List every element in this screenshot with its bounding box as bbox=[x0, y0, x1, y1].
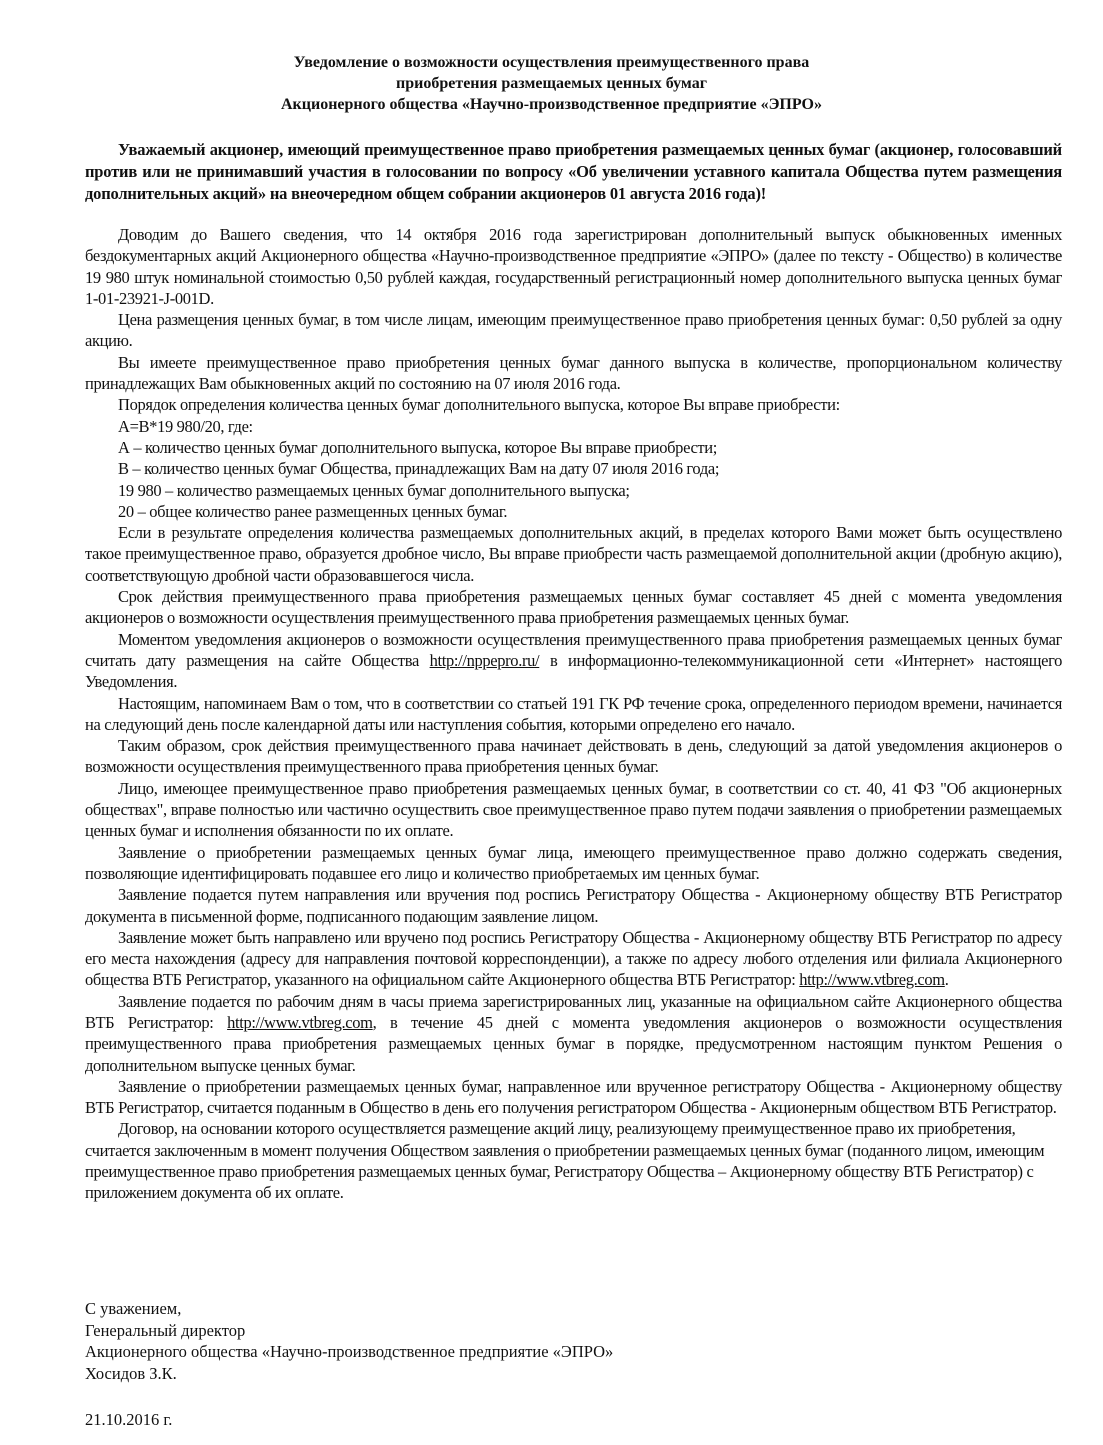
paragraph bbox=[85, 927, 1062, 991]
document-body bbox=[85, 224, 1062, 1204]
title-line: Уведомление о возможности осуществления преимущественного права bbox=[293, 54, 810, 71]
paragraph bbox=[85, 991, 1062, 1076]
document-title bbox=[0, 52, 1103, 115]
paragraph: Таким образом, срок действия преимущественного права начинает действовать в день, следующий за датой уведомления акционеров о возможности осуществления преимущественного права приобретения ценных бумаг. bbox=[85, 736, 1062, 777]
paragraph: Договор, на основании которого осуществляется размещение акций лицу, реализующему преимущественное право их приобретения, считается заключенным в момент получения Обществом заявления о приобретении размещаемых ценных бумаг (поданного лицом, имеющим преимущественное право приобретения размещаемых ценных бумаг, Регистратору Общества – Акционерному обществу ВТБ Регистратор) с приложением документа об их оплате. bbox=[85, 1119, 1045, 1203]
paragraph-text: . bbox=[944, 970, 949, 990]
title-line: Акционерного общества «Научно-производственное предприятие «ЭПРО» bbox=[281, 96, 822, 113]
paragraph: Порядок определения количества ценных бумаг дополнительного выпуска, которое Вы вправе приобрести: bbox=[118, 395, 840, 415]
signature-line: Генеральный директор bbox=[85, 1320, 246, 1340]
paragraph: Заявление о приобретении размещаемых ценных бумаг, направленное или врученное регистратору Общества - Акционерному обществу ВТБ Регистратор, считается поданным в Общество в день его получения регистратором Общества - Акционерным обществом ВТБ Регистратор. bbox=[85, 1076, 1062, 1118]
signature-line: С уважением, bbox=[85, 1299, 182, 1318]
title-line: приобретения размещаемых ценных бумаг bbox=[396, 75, 707, 92]
paragraph bbox=[85, 629, 1062, 693]
paragraph-text: Заявление может быть направлено или вручено под роспись Регистратору Общества - Акционерному обществу ВТБ Регистратор по адресу его места нахождения (адресу для направления почтовой корреспонденции), а также по адресу любого отделения или филиала Акционерного общества ВТБ Регистратор, указанного на официальном сайте Акционерного общества ВТБ Регистратор: bbox=[85, 927, 1062, 990]
website-link[interactable]: http://www.vtbreg.com bbox=[227, 1012, 373, 1032]
paragraph: Доводим до Вашего сведения, что 14 октября 2016 года зарегистрирован дополнительный выпуск обыкновенных именных бездокументарных акций Акционерного общества «Научно-производственное предприятие «ЭПРО» (далее по тексту - Общество) в количестве 19 980 штук номинальной стоимостью 0,50 рублей каждая, государственный регистрационный номер дополнительного выпуска ценных бумаг 1-01-23921-J-001D. bbox=[85, 225, 1062, 308]
paragraph: Заявление о приобретении размещаемых ценных бумаг лица, имеющего преимущественное право должно содержать сведения, позволяющие идентифицировать подавшее его лицо и количество приобретаемых им ценных бумаг. bbox=[85, 842, 1062, 883]
paragraph-text: Моментом уведомления акционеров о возможности осуществления преимущественного права приобретения размещаемых ценных бумаг считать дату размещения на сайте Общества bbox=[85, 629, 1062, 670]
paragraph: Если в результате определения количества размещаемых дополнительных акций, в пределах которого Вами может быть осуществлено такое преимущественное право, образуется дробное число, Вы вправе приобрести часть размещаемой дополнительной акции (дробную акцию), соответствующую дробной части образовавшегося числа. bbox=[85, 523, 1062, 585]
paragraph-text: , в течение 45 дней с момента уведомления акционеров о возможности осуществления преимущественного права приобретения размещаемых ценных бумаг в порядке, предусмотренном настоящим пунктом Решения о дополнительном выпуске ценных бумаг. bbox=[85, 1012, 1063, 1075]
paragraph: Вы имеете преимущественное право приобретения ценных бумаг данного выпуска в количестве, пропорциональном количеству принадлежащих Вам обыкновенных акций по состоянию на 07 июля 2016 года. bbox=[85, 352, 1062, 394]
paragraph-text: в информационно-телекоммуникационной сети «Интернет» настоящего Уведомления. bbox=[85, 650, 1062, 692]
signature-line: Акционерного общества «Научно-производственное предприятие «ЭПРО» bbox=[85, 1342, 614, 1361]
website-link[interactable]: http://nppepro.ru/ bbox=[429, 650, 540, 670]
paragraph: Лицо, имеющее преимущественное право приобретения размещаемых ценных бумаг, в соответствии со ст. 40, 41 ФЗ "Об акционерных обществах", вправе полностью или частично осуществить свое преимущественное право путем подачи заявления о приобретении размещаемых ценных бумаг и исполнения обязанности по их оплате. bbox=[85, 778, 1062, 841]
greeting: Уважаемый акционер, имеющий преимущественное право приобретения размещаемых ценных бумаг (акционер, голосовавший против или не принимавший участия в голосовании по вопросу «Об увеличении уставного капитала Общества путем размещения дополнительных акций» на внеочередном общем собрании акционеров 01 августа 2016 года)! bbox=[85, 140, 1062, 203]
paragraph-text: Заявление подается по рабочим дням в часы приема зарегистрированных лиц, указанные на официальном сайте Акционерного общества ВТБ Регистратор: bbox=[85, 991, 1062, 1032]
paragraph: 19 980 – количество размещаемых ценных бумаг дополнительного выпуска; bbox=[118, 480, 630, 500]
website-link[interactable]: http://www.vtbreg.com bbox=[799, 970, 945, 990]
paragraph: А – количество ценных бумаг дополнительного выпуска, которое Вы вправе приобрести; bbox=[118, 437, 718, 457]
paragraph: А=В*19 980/20, где: bbox=[118, 416, 253, 436]
paragraph: В – количество ценных бумаг Общества, принадлежащих Вам на дату 07 июля 2016 года; bbox=[118, 459, 720, 479]
paragraph: Срок действия преимущественного права приобретения размещаемых ценных бумаг составляет 45 дней с момента уведомления акционеров о возможности осуществления преимущественного права приобретения размещаемых ценных бумаг. bbox=[85, 587, 1062, 628]
paragraph: Цена размещения ценных бумаг, в том числе лицам, имеющим преимущественное право приобретения ценных бумаг: 0,50 рублей за одну акцию. bbox=[85, 310, 1062, 351]
document-date: 21.10.2016 г. bbox=[85, 1410, 173, 1429]
paragraph: Настоящим, напоминаем Вам о том, что в соответствии со статьей 191 ГК РФ течение срока, определенного периодом времени, начинается на следующий день после календарной даты или наступления события, которыми определено его начало. bbox=[85, 693, 1062, 734]
signer-name: Хосидов З.К. bbox=[85, 1363, 177, 1383]
paragraph: Заявление подается путем направления или вручения под роспись Регистратору Общества - Акционерному обществу ВТБ Регистратор документа в письменной форме, подписанного подающим заявление лицом. bbox=[85, 885, 1062, 926]
signature-block bbox=[85, 1298, 613, 1384]
paragraph: 20 – общее количество ранее размещенных ценных бумаг. bbox=[118, 501, 508, 521]
